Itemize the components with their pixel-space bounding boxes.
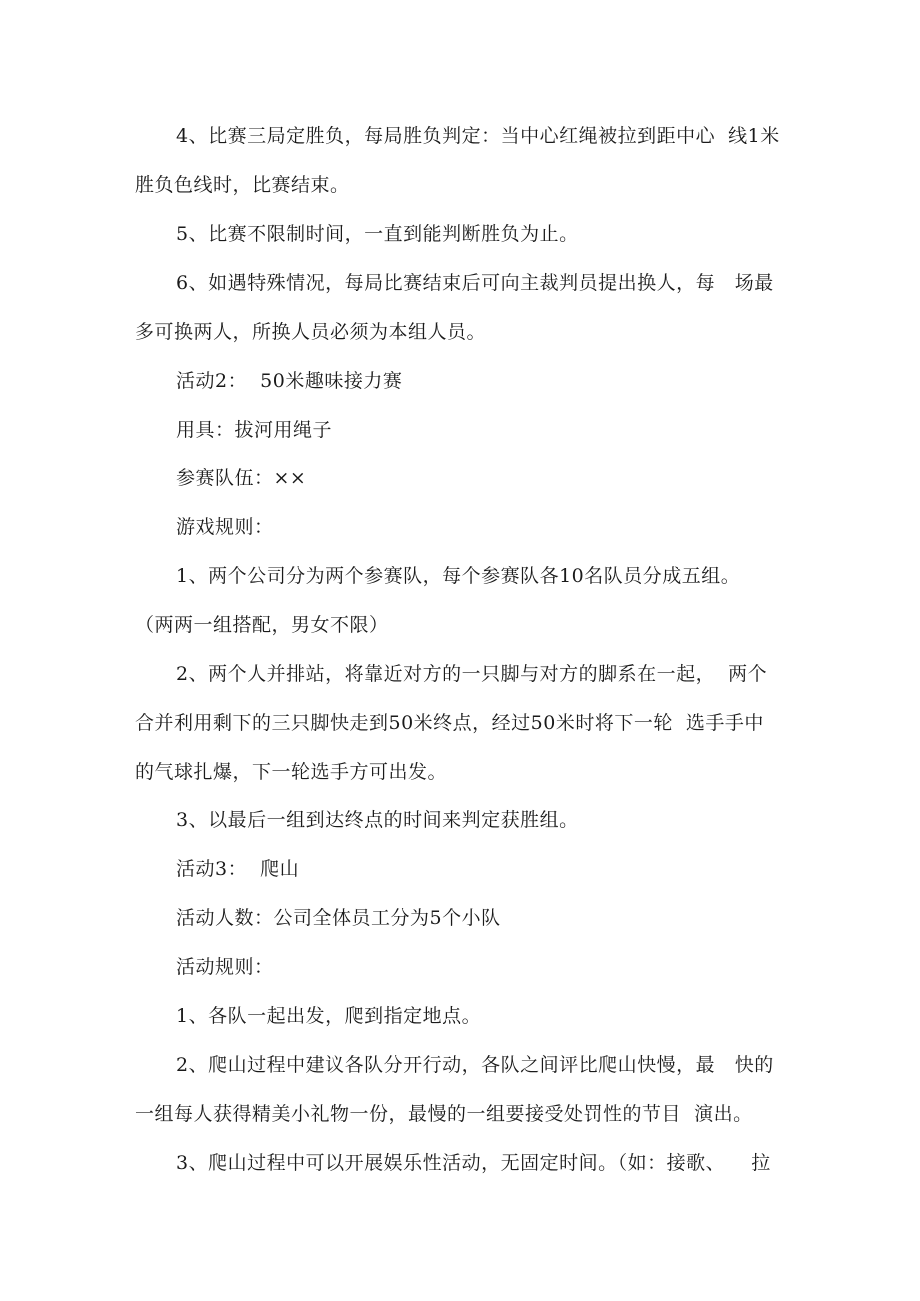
teams-line: 参赛队伍：×× xyxy=(176,467,307,489)
relay-1-line-1: 1、两个公司分为两个参赛队，每个参赛队各10名队员分成五组。 xyxy=(176,565,741,587)
rule-6-line-1: 6、如遇特殊情况，每局比赛结束后可向主裁判员提出换人，每 场最 xyxy=(176,272,774,294)
activity-3-heading: 活动3： 爬山 xyxy=(176,858,300,880)
relay-2-line-3: 的气球扎爆，下一轮选手方可出发。 xyxy=(135,761,448,783)
climb-3-line-1: 3、爬山过程中可以开展娱乐性活动，无固定时间。（如：接歌、 拉 xyxy=(176,1152,771,1174)
rule-6-line-2: 多可换两人，所换人员必须为本组人员。 xyxy=(135,321,487,343)
climb-1-line-1: 1、各队一起出发，爬到指定地点。 xyxy=(176,1005,482,1027)
relay-3-line-1: 3、以最后一组到达终点的时间来判定获胜组。 xyxy=(176,809,579,831)
rule-4-line-1: 4、比赛三局定胜负，每局胜负判定：当中心红绳被拉到距中心 线1米 xyxy=(176,125,780,147)
participants-line: 活动人数：公司全体员工分为5个小队 xyxy=(176,907,501,929)
climb-2-line-1: 2、爬山过程中建议各队分开行动，各队之间评比爬山快慢，最 快的 xyxy=(176,1054,774,1076)
activity-rules-heading: 活动规则： xyxy=(176,956,274,978)
game-rules-heading: 游戏规则： xyxy=(176,516,274,538)
climb-2-line-2: 一组每人获得精美小礼物一份，最慢的一组要接受处罚性的节目 演出。 xyxy=(135,1103,753,1125)
rule-4-line-2: 胜负色线时，比赛结束。 xyxy=(135,174,350,196)
relay-1-line-2: （两两一组搭配，男女不限） xyxy=(135,614,389,636)
relay-2-line-1: 2、两个人并排站，将靠近对方的一只脚与对方的脚系在一起， 两个 xyxy=(176,663,768,685)
activity-2-heading: 活动2： 50米趣味接力赛 xyxy=(176,370,403,392)
rule-5-line-1: 5、比赛不限制时间，一直到能判断胜负为止。 xyxy=(176,223,579,245)
relay-2-line-2: 合并利用剩下的三只脚快走到50米终点，经过50米时将下一轮 选手手中 xyxy=(135,712,764,734)
equipment-line: 用具：拔河用绳子 xyxy=(176,419,333,441)
